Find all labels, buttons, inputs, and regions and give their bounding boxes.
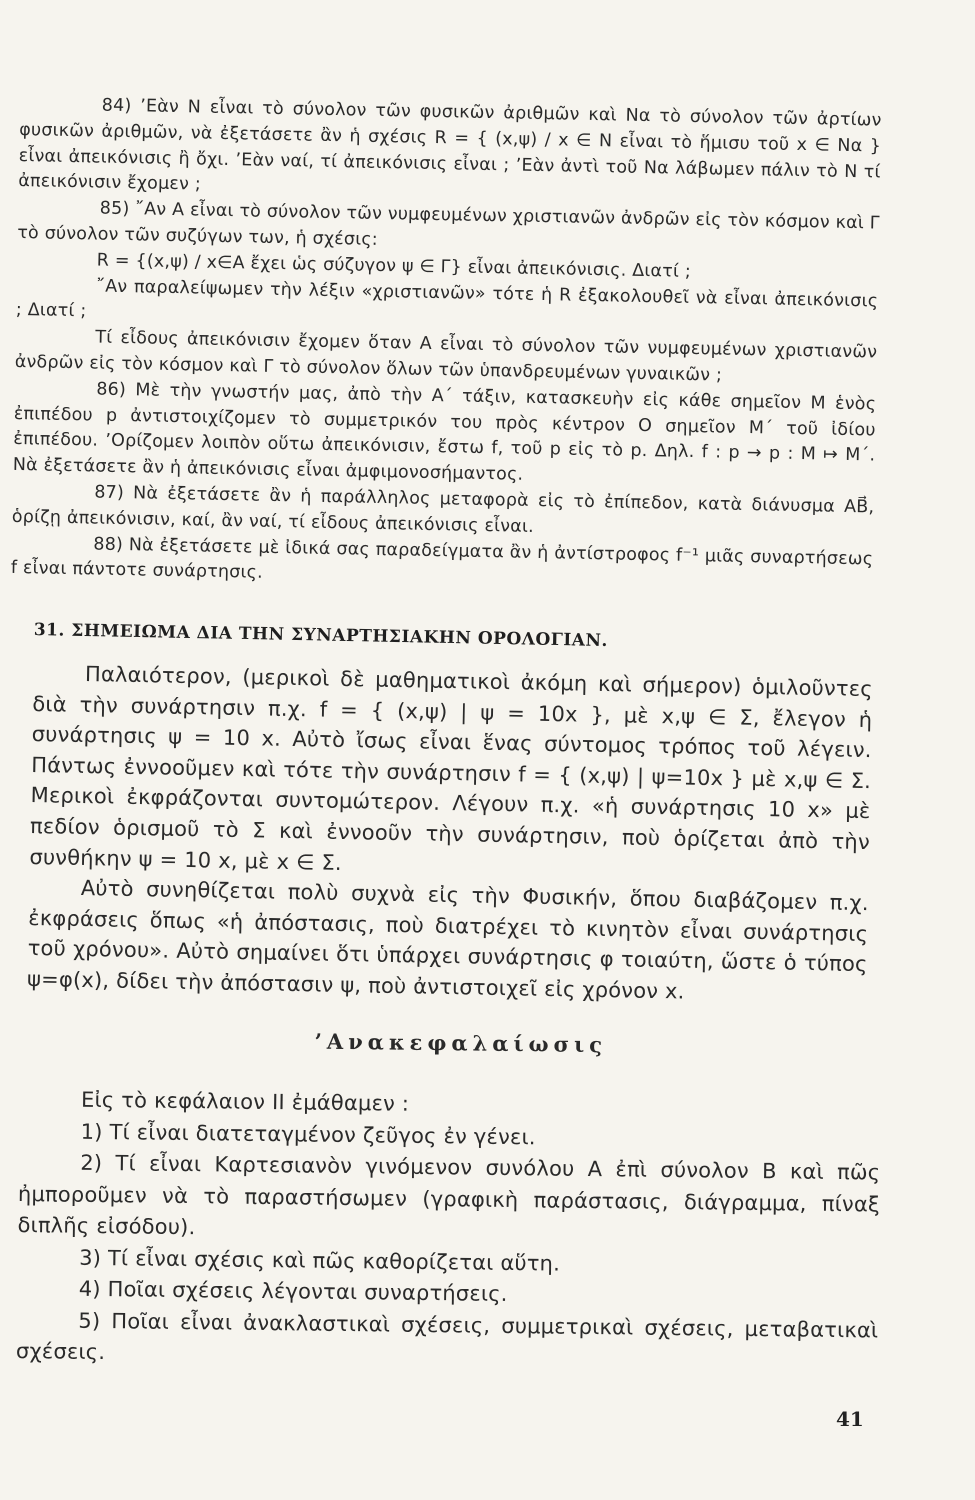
section-paragraph: Αὐτὸ συνηθίζεται πολὺ συχνὰ εἰς τὴν Φυσικήν, ὅπου διαβάζομεν π.χ. ἐκφράσεις ὅπως «ἡ ἀπόστασις, ποὺ διατρέχει τὸ κινητὸν εἶναι συνάρτησις τοῦ χρόνου». Αὐτὸ σημαίνει ὅτι ὑπάρχει συνάρτησις φ τοιαύτη, ὥστε ὁ τύπος ψ=φ(x), δίδει τὴν ἀπόστασιν ψ, ποὺ ἀντιστοιχεῖ εἰς χρόνον x. bbox=[26, 876, 869, 1004]
summary-body bbox=[16, 1084, 881, 1378]
exercise-87: 87) Νὰ ἐξετάσετε ἂν ἡ παράλληλος μεταφορὰ εἰς τὸ ἐπίπεδον, κατὰ διάνυσμα AB⃗, ὁρίζῃ ἀπεικόνισιν, καί, ἂν ναί, τί εἶδους ἀπεικόνισις εἶναι. bbox=[11, 482, 875, 537]
section-body bbox=[27, 658, 873, 1011]
exercise-86: 86) Μὲ τὴν γνωστήν μας, ἀπὸ τὴν Α΄ τάξιν, κατασκευὴν εἰς κάθε σημεῖον Μ ἑνὸς ἐπιπέδου p ἀντιστοιχίζομεν τὸ συμμετρικόν του πρὸς κέντρον Ο σημεῖον Μ΄ τοῦ ἰδίου ἐπιπέδου. ’Ορίζομεν λοιπὸν οὕτω ἀπεικόνισιν, ἔστω f, τοῦ p εἰς τὸ p. Δηλ. f : p → p : M ↦ M΄. Νὰ ἐξετάσετε ἂν ἡ ἀπεικόνισις εἶναι ἀμφιμονοσήμαντος. bbox=[12, 379, 877, 485]
section-31 bbox=[27, 620, 874, 1011]
summary-item: 1) Τί εἶναι διατεταγμένον ζεῦγος ἐν γένει. bbox=[80, 1119, 536, 1149]
exercise-85-relation: R = {(x,ψ) / x∈A ἔχει ὡς σύζυγον ψ ∈ Γ} εἶναι ἀπεικόνισις. Διατί ; bbox=[96, 250, 692, 282]
exercise-84: 84) ’Εὰν Ν εἶναι τὸ σύνολον τῶν φυσικῶν ἀριθμῶν καὶ Να τὸ σύνολον τῶν ἀρτίων φυσικῶν ἀριθμῶν, νὰ ἐξετάσετε ἂν ἡ σχέσις R = { (x,ψ) / x ∈ N εἶναι τὸ ἥμισυ τοῦ x ∈ Να } εἶναι ἀπεικόνισις ἢ ὄχι. ’Εὰν ναί, τί ἀπεικόνισις εἶναι ; ’Εὰν ἀντὶ τοῦ Να λάβωμεν πάλιν τὸ Ν τί ἀπεικόνισιν ἔχομεν ; bbox=[18, 95, 882, 195]
exercise-88: 88) Νὰ ἐξετάσετε μὲ ἰδικά σας παραδείγματα ἂν ἡ ἀντίστροφος f⁻¹ μιᾶς συναρτήσεως f εἶναι πάντοτε συνάρτησις. bbox=[10, 534, 874, 584]
summary-item: 4) Ποῖαι σχέσεις λέγονται συναρτήσεις. bbox=[78, 1276, 508, 1306]
section-title: 31. ΣΗΜΕΙΩΜΑ ΔΙΑ ΤΗΝ ΣΥΝΑΡΤΗΣΙΑΚΗΝ ΟΡΟΛΟΓΙΑΝ. bbox=[33, 620, 609, 652]
exercise-list bbox=[11, 92, 882, 599]
summary-item: 3) Τί εἶναι σχέσις καὶ πῶς καθορίζεται αὕτη. bbox=[79, 1245, 561, 1276]
exercise-85-question: ῎Αν παραλείψωμεν τὴν λέξιν «χριστιανῶν» τότε ἡ R ἐξακολουθεῖ νὰ εἶναι ἀπεικόνισις ; Διατί ; bbox=[15, 276, 879, 322]
exercise-85: 85) ῎Αν Α εἶναι τὸ σύνολον τῶν νυμφευμένων χριστιανῶν ἀνδρῶν εἰς τὸν κόσμον καὶ Γ τὸ σύνολον τῶν συζύγων των, ἡ σχέσις: bbox=[17, 198, 880, 250]
summary-block bbox=[16, 1025, 882, 1378]
summary-item: 2) Τί εἶναι Καρτεσιανὸν γινόμενον συνόλου Α ἐπὶ σύνολον Β καὶ πῶς ἠμποροῦμεν νὰ τὸ παραστήσωμεν (γραφικὴ παράστασις, διάγραμμα, πίναξ διπλῆς εἰσόδου). bbox=[17, 1150, 881, 1240]
exercise-85-followup: Τί εἶδους ἀπεικόνισιν ἔχομεν ὅταν Α εἶναι τὸ σύνολον τῶν νυμφευμένων χριστιανῶν ἀνδρῶν εἰς τὸν κόσμον καὶ Γ τὸ σύνολον ὅλων τῶν ὑπανδρευμένων γυναικῶν ; bbox=[14, 327, 878, 386]
summary-title: ’Ανακεφαλαίωσις bbox=[314, 1028, 608, 1058]
summary-item: 5) Ποῖαι εἶναι ἀνακλαστικαὶ σχέσεις, συμμετρικαὶ σχέσεις, μεταβατικαὶ σχέσεις. bbox=[15, 1308, 879, 1365]
summary-intro: Εἰς τὸ κεφάλαιον ΙΙ ἐμάθαμεν : bbox=[80, 1087, 410, 1116]
page-number: 41 bbox=[836, 1407, 864, 1431]
section-paragraph: Παλαιότερον, (μερικοὶ δὲ μαθηματικοὶ ἀκόμη καὶ σήμερον) ὁμιλοῦντες διὰ τὴν συνάρτησιν π.χ. f = { (x,ψ) | ψ = 10x }, μὲ x,ψ ∈ Σ, ἔλεγον ἡ συνάρτησις ψ = 10 x. Αὐτὸ ἴσως εἶναι ἕνας σύντομος τρόπος τοῦ λέγειν. Πάντως ἐννοοῦμεν καὶ τότε τὴν συνάρτησιν f = { (x,ψ) | ψ=10x } μὲ x,ψ ∈ Σ. Μερικοὶ ἐκφράζονται συντομώτερον. Λέγουν π.χ. «ἡ συνάρτησις 10 x» μὲ πεδίον ὁρισμοῦ τὸ Σ καὶ ἐννοοῦν τὴν συνάρτησιν, ποὺ ὁρίζεται ἀπὸ τὴν συνθήκην ψ = 10 x, μὲ x ∈ Σ. bbox=[29, 661, 874, 875]
